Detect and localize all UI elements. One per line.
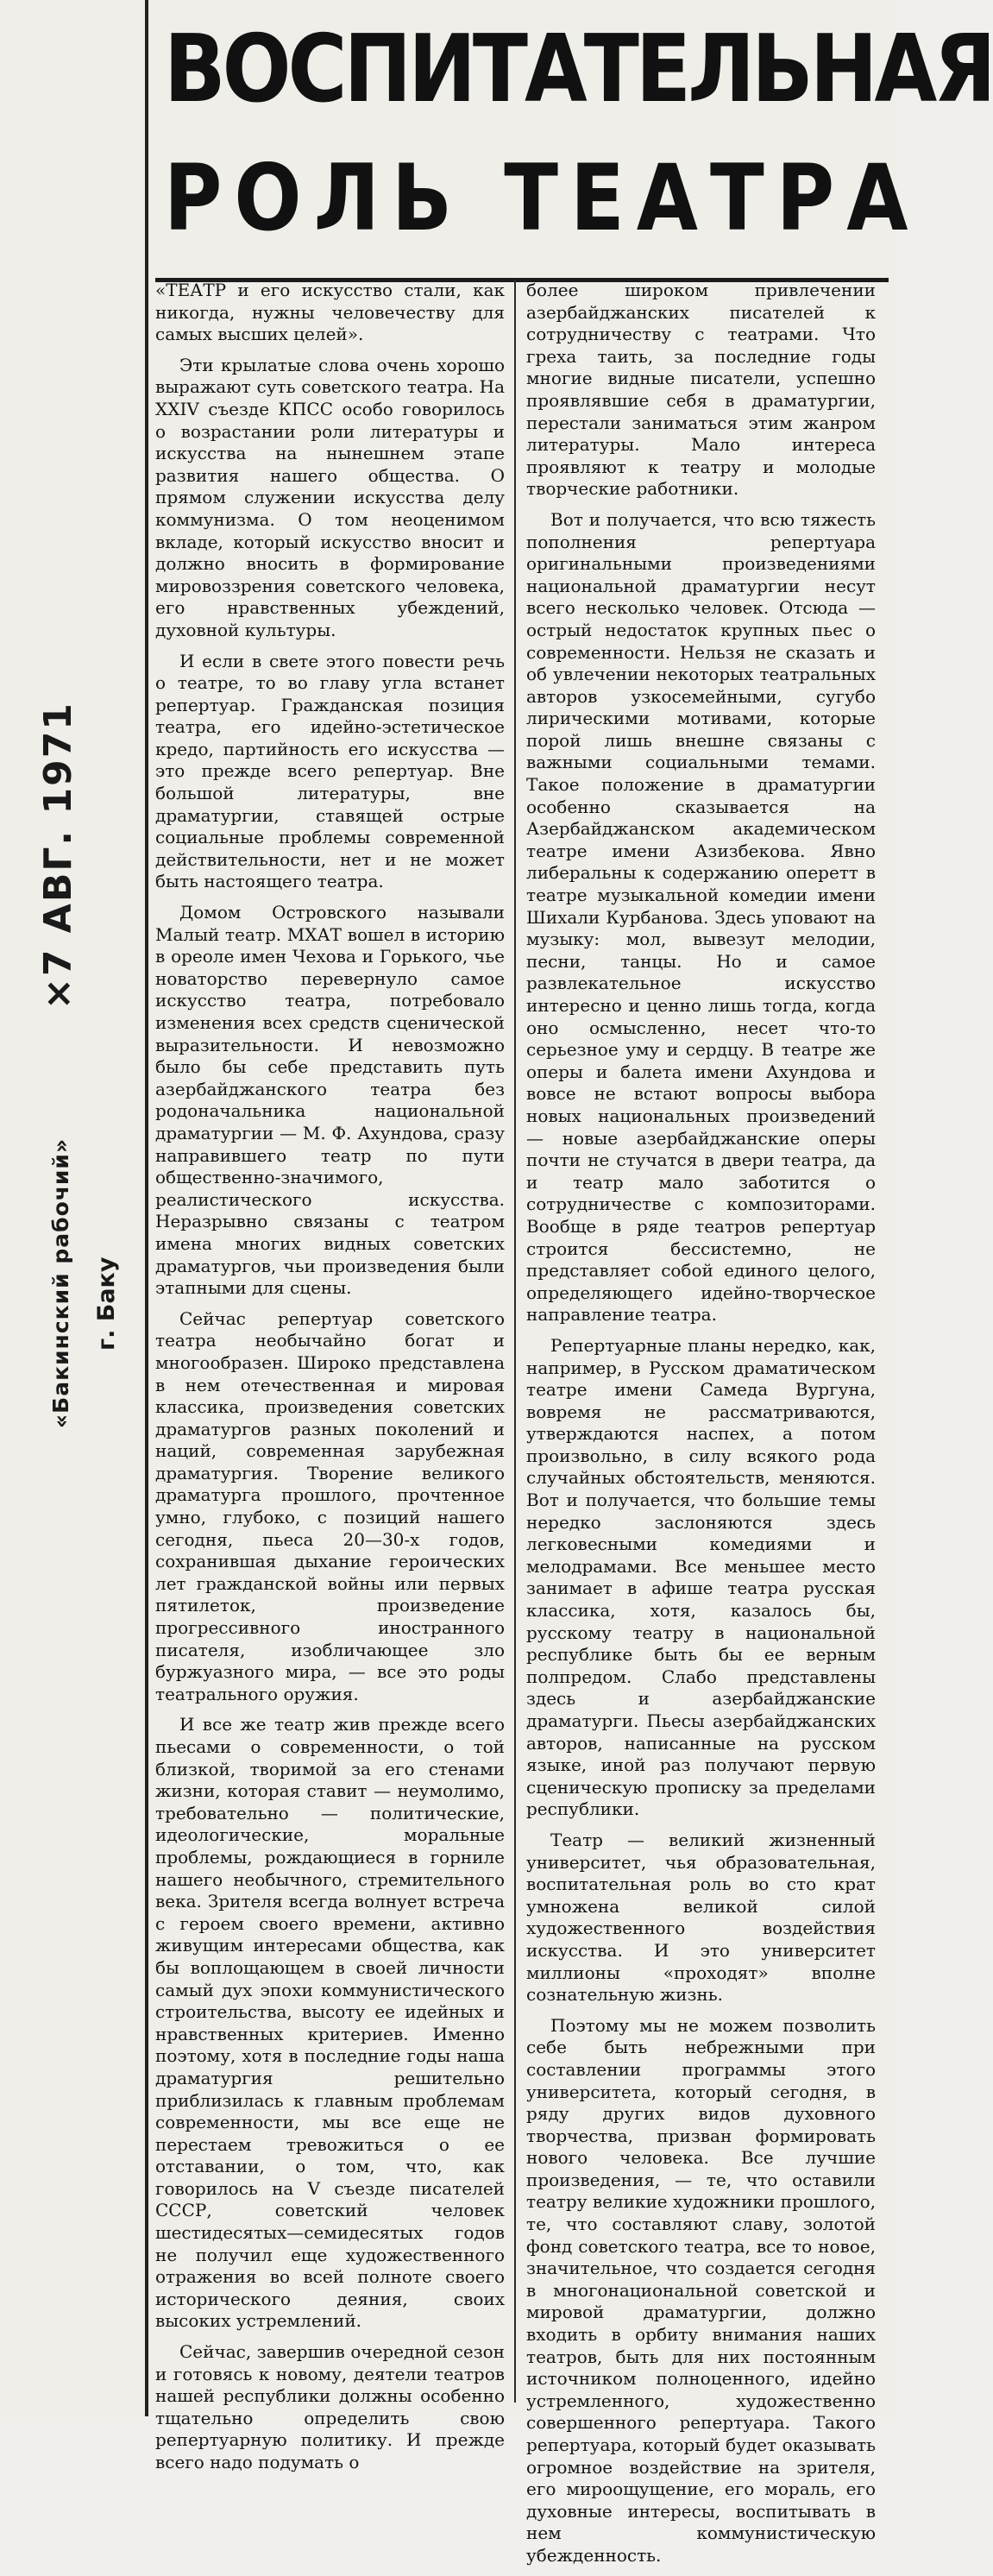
left-column	[155, 280, 505, 2483]
headline-line-2: РОЛЬ ТЕАТРА	[164, 145, 921, 252]
article-paragraph: Домом Островского называли Малый театр. МХАТ вошел в историю в ореоле имен Чехова и Горького, чье новаторство перевернуло самое искусство театра, потребовало изменения всех средств сценической выразительности. И невозможно было бы себе представить путь азербайджанского театра без родоначальника национальной драматургии — М. Ф. Ахундова, сразу направившего театр по пути общественно-значимого, реалистического искусства. Неразрывно связаны с театром имена многих видных советских драматургов, чьи произведения были этапными для сцены.	[155, 902, 505, 1299]
article-paragraph: «ТЕАТР и его искусство стали, как никогда, нужны человечеству для самых высших целей».	[155, 280, 505, 345]
article-paragraph: более широком привлечении азербайджанских писателей к сотрудничеству с театрами. Что греха таить, за последние годы многие видные писатели, успешно проявлявшие себя в драматургии, перестали заниматься этим жанром литературы. Мало интереса проявляют к театру и молодые творческие работники.	[526, 280, 876, 500]
article-body	[155, 280, 889, 2566]
article-paragraph: Вот и получается, что всю тяжесть пополнения репертуара оригинальными произведениями национальной драматургии несут всего несколько человек. Отсюда — острый недостаток крупных пьес о современности. Нельзя не сказать и об увлечении некоторых театральных авторов узкосемейными, сугубо лирическими мотивами, которые порой лишь внешне связаны с важными социальными темами. Такое положение в драматургии особенно сказывается на Азербайджанском академическом театре имени Азизбекова. Явно либеральны к содержанию оперетт в театре музыкальной комедии имени Шихали Курбанова. Здесь уповают на музыку: мол, вывезут мелодии, песни, танцы. Но и самое развлекательное искусство интересно и ценно лишь тогда, когда оно осмысленно, несет что-то серьезное уму и сердцу. В театре же оперы и балета имени Ахундова и вовсе не встают вопросы выбора новых национальных произведений — новые азербайджанские оперы почти не стучатся в двери театра, да и театр мало заботится о сотрудничестве с композиторами. Вообще в ряде театров репертуар строится бессистемно, не представляет собой единого целого, определяющего идейно-творческое направление театра.	[526, 508, 876, 1326]
article-paragraph: Сейчас, завершив очередной сезон и готовясь к новому, деятели театров нашей республики должны особенно тщательно определить свою репертуарную политику. И прежде всего надо подумать о	[155, 2341, 505, 2472]
article-paragraph: Театр — великий жизненный университет, чья образовательная, воспитательная роль во сто крат умножена великой силой художественного воздействия искусства. И это университет миллионы «проходят» вполне сознательную жизнь.	[526, 1829, 876, 2006]
clipping-margin	[0, 0, 148, 2416]
newspaper-name: «Бакинский рабочий»	[48, 1137, 73, 1428]
article-headline	[155, 0, 993, 282]
newspaper-city: г. Баку	[93, 1257, 120, 1351]
column-rule	[514, 280, 516, 2403]
article-paragraph: Репертуарные планы нередко, как, например, в Русском драматическом театре имени Самеда Вургуна, вовремя не рассматриваются, утверждаются наспех, а потом произвольно, в силу всякого рода случайных обстоятельств, меняются. Вот и получается, что большие темы нередко заслоняются здесь легковесными комедиями и мелодрамами. Все меньшее место занимает в афише театра русская классика, хотя, казалось бы, русскому театру в национальной республике быть бы ее верным полпредом. Слабо представлены здесь и азербайджанские драматурги. Пьесы азербайджанских авторов, написанные на русском языке, иной раз получают первую сценическую прописку за пределами республики.	[526, 1334, 876, 1820]
article-paragraph: И все же театр жив прежде всего пьесами о современности, о той близкой, творимой за его стенами жизни, которая ставит — неумолимо, требовательно — политические, идеологические, моральные проблемы, рождающиеся в горниле нашего необычного, стремительного века. Зрителя всегда волнует встреча с героем своего времени, активно живущим интересами общества, как бы воплощающем в своей личности самый дух эпохи коммунистического строительства, высоту ее идейных и нравственных критериев. Именно поэтому, хотя в последние годы наша драматургия решительно приблизилась к главным проблемам современности, мы все еще не перестаем тревожиться о ее отставании, о том, что, как говорилось на V съезде писателей СССР, советский человек шестидесятых—семидесятых годов не получил еще художественного отражения во всей полноте своего исторического деяния, своих высоких устремлений.	[155, 1714, 505, 2332]
archive-date-stamp: ×7 АВГ. 1971	[36, 702, 80, 1010]
right-column	[526, 280, 876, 2576]
article-paragraph: И если в свете этого повести речь о театре, то во главу угла встанет репертуар. Гражданская позиция театра, его идейно-эстетическое кредо, партийность его искусства — это прежде всего репертуар. Вне большой литературы, вне драматургии, ставящей острые социальные проблемы современной действительности, нет и не может быть настоящего театра.	[155, 650, 505, 892]
article-paragraph: Сейчас репертуар советского театра необычайно богат и многообразен. Широко представлена в нем отечественная и мировая классика, произведения советских драматургов разных поколений и наций, современная зарубежная драматургия. Творение великого драматурга прошлого, прочтенное умно, глубоко, с позиций нашего сегодня, пьеса 20—30-х годов, сохранившая дыхание героических лет гражданской войны или первых пятилеток, произведение прогрессивного иностранного писателя, изобличающее зло буржуазного мира, — все это роды театрального оружия.	[155, 1307, 505, 1704]
article-paragraph: Эти крылатые слова очень хорошо выражают суть советского театра. На XXIV съезде КПСС особо говорилось о возрастании роли литературы и искусства на нынешнем этапе развития нашего общества. О прямом служении искусства делу коммунизма. О том неоценимом вкладе, который искусство вносит и должно вносить в формирование мировоззрения советского человека, его нравственных убеждений, духовной культуры.	[155, 354, 505, 640]
article-paragraph: Поэтому мы не можем позволить себе быть небрежными при составлении программы этого университета, который сегодня, в ряду других видов духовного творчества, призван формировать нового человека. Все лучшие произведения, — те, что оставили театру великие художники прошлого, те, что составляют славу, золотой фонд советского театра, все то новое, значительное, что создается сегодня в многонациональной советской и мировой драматургии, должно входить в орбиту внимания наших театров, быть для них постоянным источником полноценного, идейно устремленного, художественно совершенного репертуара. Такого репертуара, который будет оказывать огромное воздействие на зрителя, его мироощущение, его мораль, его духовные интересы, воспитывать в нем коммунистическую убежденность.	[526, 2014, 877, 2566]
headline-line-1: ВОСПИТАТЕЛЬНАЯ	[164, 16, 993, 124]
